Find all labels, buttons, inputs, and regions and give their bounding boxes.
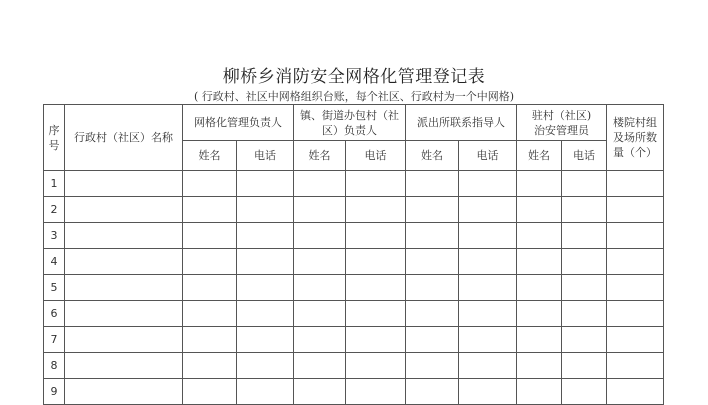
phone-header: 电话 bbox=[237, 141, 294, 171]
building-count-header: 楼院村组 及场所数 量（个） bbox=[607, 105, 664, 171]
seq-header: 序 号 bbox=[44, 105, 65, 171]
table-row bbox=[44, 197, 664, 223]
township-contact-header: 镇、街道办包村（社 区）负责人 bbox=[294, 105, 406, 141]
empty-cell[interactable] bbox=[183, 301, 237, 327]
phone-header: 电话 bbox=[459, 141, 517, 171]
table-row bbox=[44, 327, 664, 353]
document-title: 柳桥乡消防安全网格化管理登记表 bbox=[222, 67, 486, 87]
empty-cell[interactable] bbox=[607, 301, 664, 327]
empty-cell[interactable] bbox=[237, 197, 294, 223]
empty-cell[interactable] bbox=[607, 249, 664, 275]
empty-cell[interactable] bbox=[459, 379, 517, 405]
empty-cell[interactable] bbox=[237, 379, 294, 405]
empty-cell[interactable] bbox=[562, 249, 607, 275]
registration-table bbox=[43, 104, 664, 405]
empty-cell[interactable] bbox=[406, 301, 459, 327]
empty-cell[interactable] bbox=[237, 275, 294, 301]
empty-cell[interactable] bbox=[562, 275, 607, 301]
empty-cell[interactable] bbox=[517, 171, 562, 197]
empty-cell[interactable] bbox=[183, 275, 237, 301]
empty-cell[interactable] bbox=[237, 171, 294, 197]
empty-cell[interactable] bbox=[562, 327, 607, 353]
empty-cell[interactable] bbox=[607, 223, 664, 249]
empty-cell[interactable] bbox=[65, 275, 183, 301]
empty-cell[interactable] bbox=[607, 197, 664, 223]
empty-cell[interactable] bbox=[406, 223, 459, 249]
empty-cell[interactable] bbox=[346, 353, 406, 379]
empty-cell[interactable] bbox=[294, 223, 346, 249]
empty-cell[interactable] bbox=[607, 327, 664, 353]
empty-cell[interactable] bbox=[237, 327, 294, 353]
header-row-top bbox=[44, 105, 664, 141]
empty-cell[interactable] bbox=[294, 301, 346, 327]
empty-cell[interactable] bbox=[346, 223, 406, 249]
table-row bbox=[44, 275, 664, 301]
empty-cell[interactable] bbox=[183, 327, 237, 353]
name-header: 姓名 bbox=[406, 141, 459, 171]
empty-cell[interactable] bbox=[406, 353, 459, 379]
empty-cell[interactable] bbox=[517, 353, 562, 379]
empty-cell[interactable] bbox=[406, 379, 459, 405]
name-header: 姓名 bbox=[294, 141, 346, 171]
empty-cell[interactable] bbox=[459, 327, 517, 353]
empty-cell[interactable] bbox=[183, 379, 237, 405]
empty-cell[interactable] bbox=[406, 249, 459, 275]
empty-cell[interactable] bbox=[294, 249, 346, 275]
empty-cell[interactable] bbox=[294, 379, 346, 405]
empty-cell[interactable] bbox=[65, 223, 183, 249]
empty-cell[interactable] bbox=[562, 353, 607, 379]
empty-cell[interactable] bbox=[237, 223, 294, 249]
empty-cell[interactable] bbox=[562, 301, 607, 327]
row-number: 6 bbox=[44, 301, 65, 327]
empty-cell[interactable] bbox=[517, 249, 562, 275]
empty-cell[interactable] bbox=[459, 301, 517, 327]
empty-cell[interactable] bbox=[294, 353, 346, 379]
empty-cell[interactable] bbox=[607, 353, 664, 379]
grid-manager-header: 网格化管理负责人 bbox=[183, 105, 294, 141]
empty-cell[interactable] bbox=[562, 171, 607, 197]
table-row bbox=[44, 301, 664, 327]
empty-cell[interactable] bbox=[459, 197, 517, 223]
table-row bbox=[44, 171, 664, 197]
empty-cell[interactable] bbox=[517, 327, 562, 353]
empty-cell[interactable] bbox=[517, 275, 562, 301]
phone-header: 电话 bbox=[562, 141, 607, 171]
table-row bbox=[44, 379, 664, 405]
empty-cell[interactable] bbox=[183, 223, 237, 249]
empty-cell[interactable] bbox=[346, 327, 406, 353]
empty-cell[interactable] bbox=[607, 275, 664, 301]
village-name-header: 行政村（社区）名称 bbox=[65, 105, 183, 171]
empty-cell[interactable] bbox=[65, 353, 183, 379]
empty-cell[interactable] bbox=[65, 249, 183, 275]
empty-cell[interactable] bbox=[346, 275, 406, 301]
row-number: 4 bbox=[44, 249, 65, 275]
empty-cell[interactable] bbox=[237, 301, 294, 327]
table-row bbox=[44, 249, 664, 275]
empty-cell[interactable] bbox=[562, 223, 607, 249]
empty-cell[interactable] bbox=[346, 249, 406, 275]
empty-cell[interactable] bbox=[517, 197, 562, 223]
empty-cell[interactable] bbox=[562, 197, 607, 223]
empty-cell[interactable] bbox=[459, 249, 517, 275]
empty-cell[interactable] bbox=[406, 275, 459, 301]
empty-cell[interactable] bbox=[65, 171, 183, 197]
empty-cell[interactable] bbox=[65, 301, 183, 327]
empty-cell[interactable] bbox=[346, 301, 406, 327]
empty-cell[interactable] bbox=[459, 275, 517, 301]
table-row bbox=[44, 353, 664, 379]
empty-cell[interactable] bbox=[607, 171, 664, 197]
police-contact-header: 派出所联系指导人 bbox=[406, 105, 517, 141]
empty-cell[interactable] bbox=[517, 379, 562, 405]
empty-cell[interactable] bbox=[406, 327, 459, 353]
name-header: 姓名 bbox=[183, 141, 237, 171]
empty-cell[interactable] bbox=[517, 223, 562, 249]
empty-cell[interactable] bbox=[237, 249, 294, 275]
empty-cell[interactable] bbox=[183, 171, 237, 197]
row-number: 1 bbox=[44, 171, 65, 197]
document-subtitle: ( 行政村、社区中网格组织台账，每个社区、行政村为一个中网格) bbox=[193, 90, 515, 103]
empty-cell[interactable] bbox=[517, 301, 562, 327]
empty-cell[interactable] bbox=[294, 327, 346, 353]
empty-cell[interactable] bbox=[65, 197, 183, 223]
empty-cell[interactable] bbox=[459, 353, 517, 379]
security-officer-header: 驻村（社区) 治安管理员 bbox=[517, 105, 607, 141]
empty-cell[interactable] bbox=[346, 379, 406, 405]
table-row bbox=[44, 223, 664, 249]
row-number: 5 bbox=[44, 275, 65, 301]
row-number: 2 bbox=[44, 197, 65, 223]
row-number: 7 bbox=[44, 327, 65, 353]
empty-cell[interactable] bbox=[294, 275, 346, 301]
empty-cell[interactable] bbox=[294, 171, 346, 197]
empty-cell[interactable] bbox=[562, 379, 607, 405]
phone-header: 电话 bbox=[346, 141, 406, 171]
empty-cell[interactable] bbox=[607, 379, 664, 405]
empty-cell[interactable] bbox=[183, 197, 237, 223]
empty-cell[interactable] bbox=[183, 353, 237, 379]
row-number: 9 bbox=[44, 379, 65, 405]
name-header: 姓名 bbox=[517, 141, 562, 171]
empty-cell[interactable] bbox=[237, 353, 294, 379]
empty-cell[interactable] bbox=[65, 327, 183, 353]
row-number: 3 bbox=[44, 223, 65, 249]
empty-cell[interactable] bbox=[346, 171, 406, 197]
empty-cell[interactable] bbox=[183, 249, 237, 275]
empty-cell[interactable] bbox=[406, 197, 459, 223]
empty-cell[interactable] bbox=[65, 379, 183, 405]
empty-cell[interactable] bbox=[459, 223, 517, 249]
empty-cell[interactable] bbox=[294, 197, 346, 223]
empty-cell[interactable] bbox=[459, 171, 517, 197]
empty-cell[interactable] bbox=[346, 197, 406, 223]
empty-cell[interactable] bbox=[406, 171, 459, 197]
row-number: 8 bbox=[44, 353, 65, 379]
